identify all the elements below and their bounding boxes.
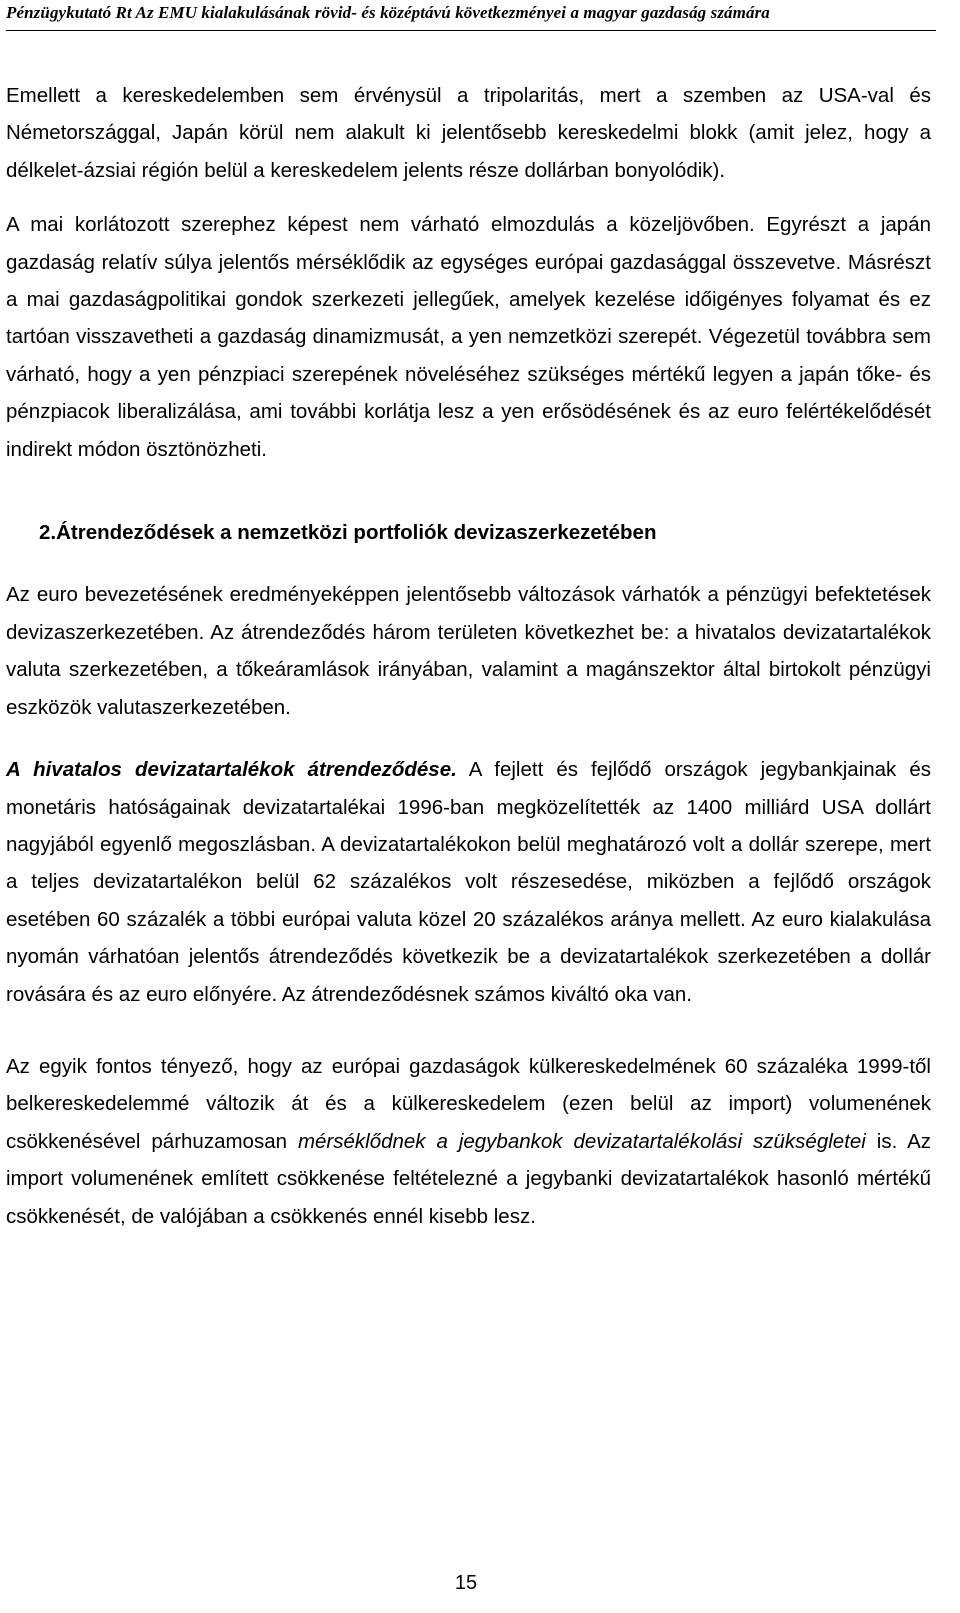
subsection-heading: A hivatalos devizatartalékok átrendeződése. [6, 758, 457, 782]
page-number: 15 [454, 1572, 478, 1594]
page-body [6, 77, 931, 1235]
paragraph-trade-tripolarity: Emellett a kereskedelemben sem érvénysül a tripolaritás, mert a szemben az USA-val és Németországgal, Japán körül nem alakult ki jelentősebb kereskedelmi blokk (amit jelez, hogy a délkelet-ázsiai régión belül a kereskedelem jelents része dollárban bonyolódik). [6, 84, 931, 182]
paragraph-yen-role: A mai korlátozott szerephez képest nem várható elmozdulás a közeljövőben. Egyrészt a japán gazdaság relatív súlya jelentős mérséklődik az egységes európai gazdasággal összevetve. Másrészt a mai gazdaságpolitikai gondok szerkezeti jellegűek, amelyek kezelése időigényes folyamat és ez tartóan visszavetheti a gazdaság dinamizmusát, a yen nemzetközi szerepét. Végezetül továbbra sem várható, hogy a yen pénzpiaci szerepének növeléséhez szükséges mértékű legyen a japán tőke- és pénzpiacok liberalizálása, ami további korlátja lesz a yen erősödésének és az euro felértékelődését indirekt módon ösztönözheti. [6, 213, 931, 461]
header-divider [6, 30, 936, 31]
paragraph-reserve-factors-text-1: Az egyik fontos tényező, hogy az európai gazdaságok külkereskedelmének 60 százaléka 1999-től belkereskedelemmé változik át és a külkereskedelem (ezen belül az import) volumenének csökkenésével párhuzamosan [6, 1054, 931, 1153]
paragraph-official-reserves-text: A fejlett és fejlődő országok jegybankjainak és monetáris hatóságainak devizatartalékai 1996-ban megközelítették az 1400 milliárd USA dollárt nagyjából egyenlő megoszlásban. A devizatartalékokon belül meghatározó volt a dollár szerepe, mert a teljes devizatartalékon belül 62 százalékos volt részesedése, miközben a fejlődő országok esetében 60 százalék a többi európai valuta közel 20 százalékos aránya mellett. Az euro kialakulása nyomán várhatóan jelentős átrendeződés következik be a devizatartalékok szerkezetében a dollár rovására és az euro előnyére. Az átrendeződésnek számos kiváltó oka van. [6, 758, 931, 1006]
paragraph-reserve-factors [6, 1048, 931, 1235]
section-heading: 2.Átrendeződések a nemzetközi portfoliók devizaszerkezetében [39, 521, 657, 545]
running-header-title: Pénzügykutató Rt Az EMU kialakulásának rövid- és középtávú következményei a magyar gazdaság számára [6, 3, 770, 22]
paragraph-euro-introduction: Az euro bevezetésének eredményeképpen jelentősebb változások várhatók a pénzügyi befektetések devizaszerkezetében. Az átrendeződés három területen következhet be: a hivatalos devizatartalékok valuta szerkezetében, a tőkeáramlások irányában, valamint a magánszektor által birtokolt pénzügyi eszközök valutaszerkezetében. [6, 583, 931, 719]
paragraph-official-reserves [6, 751, 931, 1013]
paragraph-reserve-factors-text-2: is. Az import volumenének említett csökkenése feltételezné a jegybanki devizatartalékok hasonló mértékű csökkenését, de valójában a csökkenés ennél kisebb lesz. [6, 1129, 931, 1228]
paragraph-reserve-factors-emphasis: mérséklődnek a jegybankok devizatartalékolási szükségletei [297, 1129, 866, 1153]
running-header [6, 0, 936, 24]
